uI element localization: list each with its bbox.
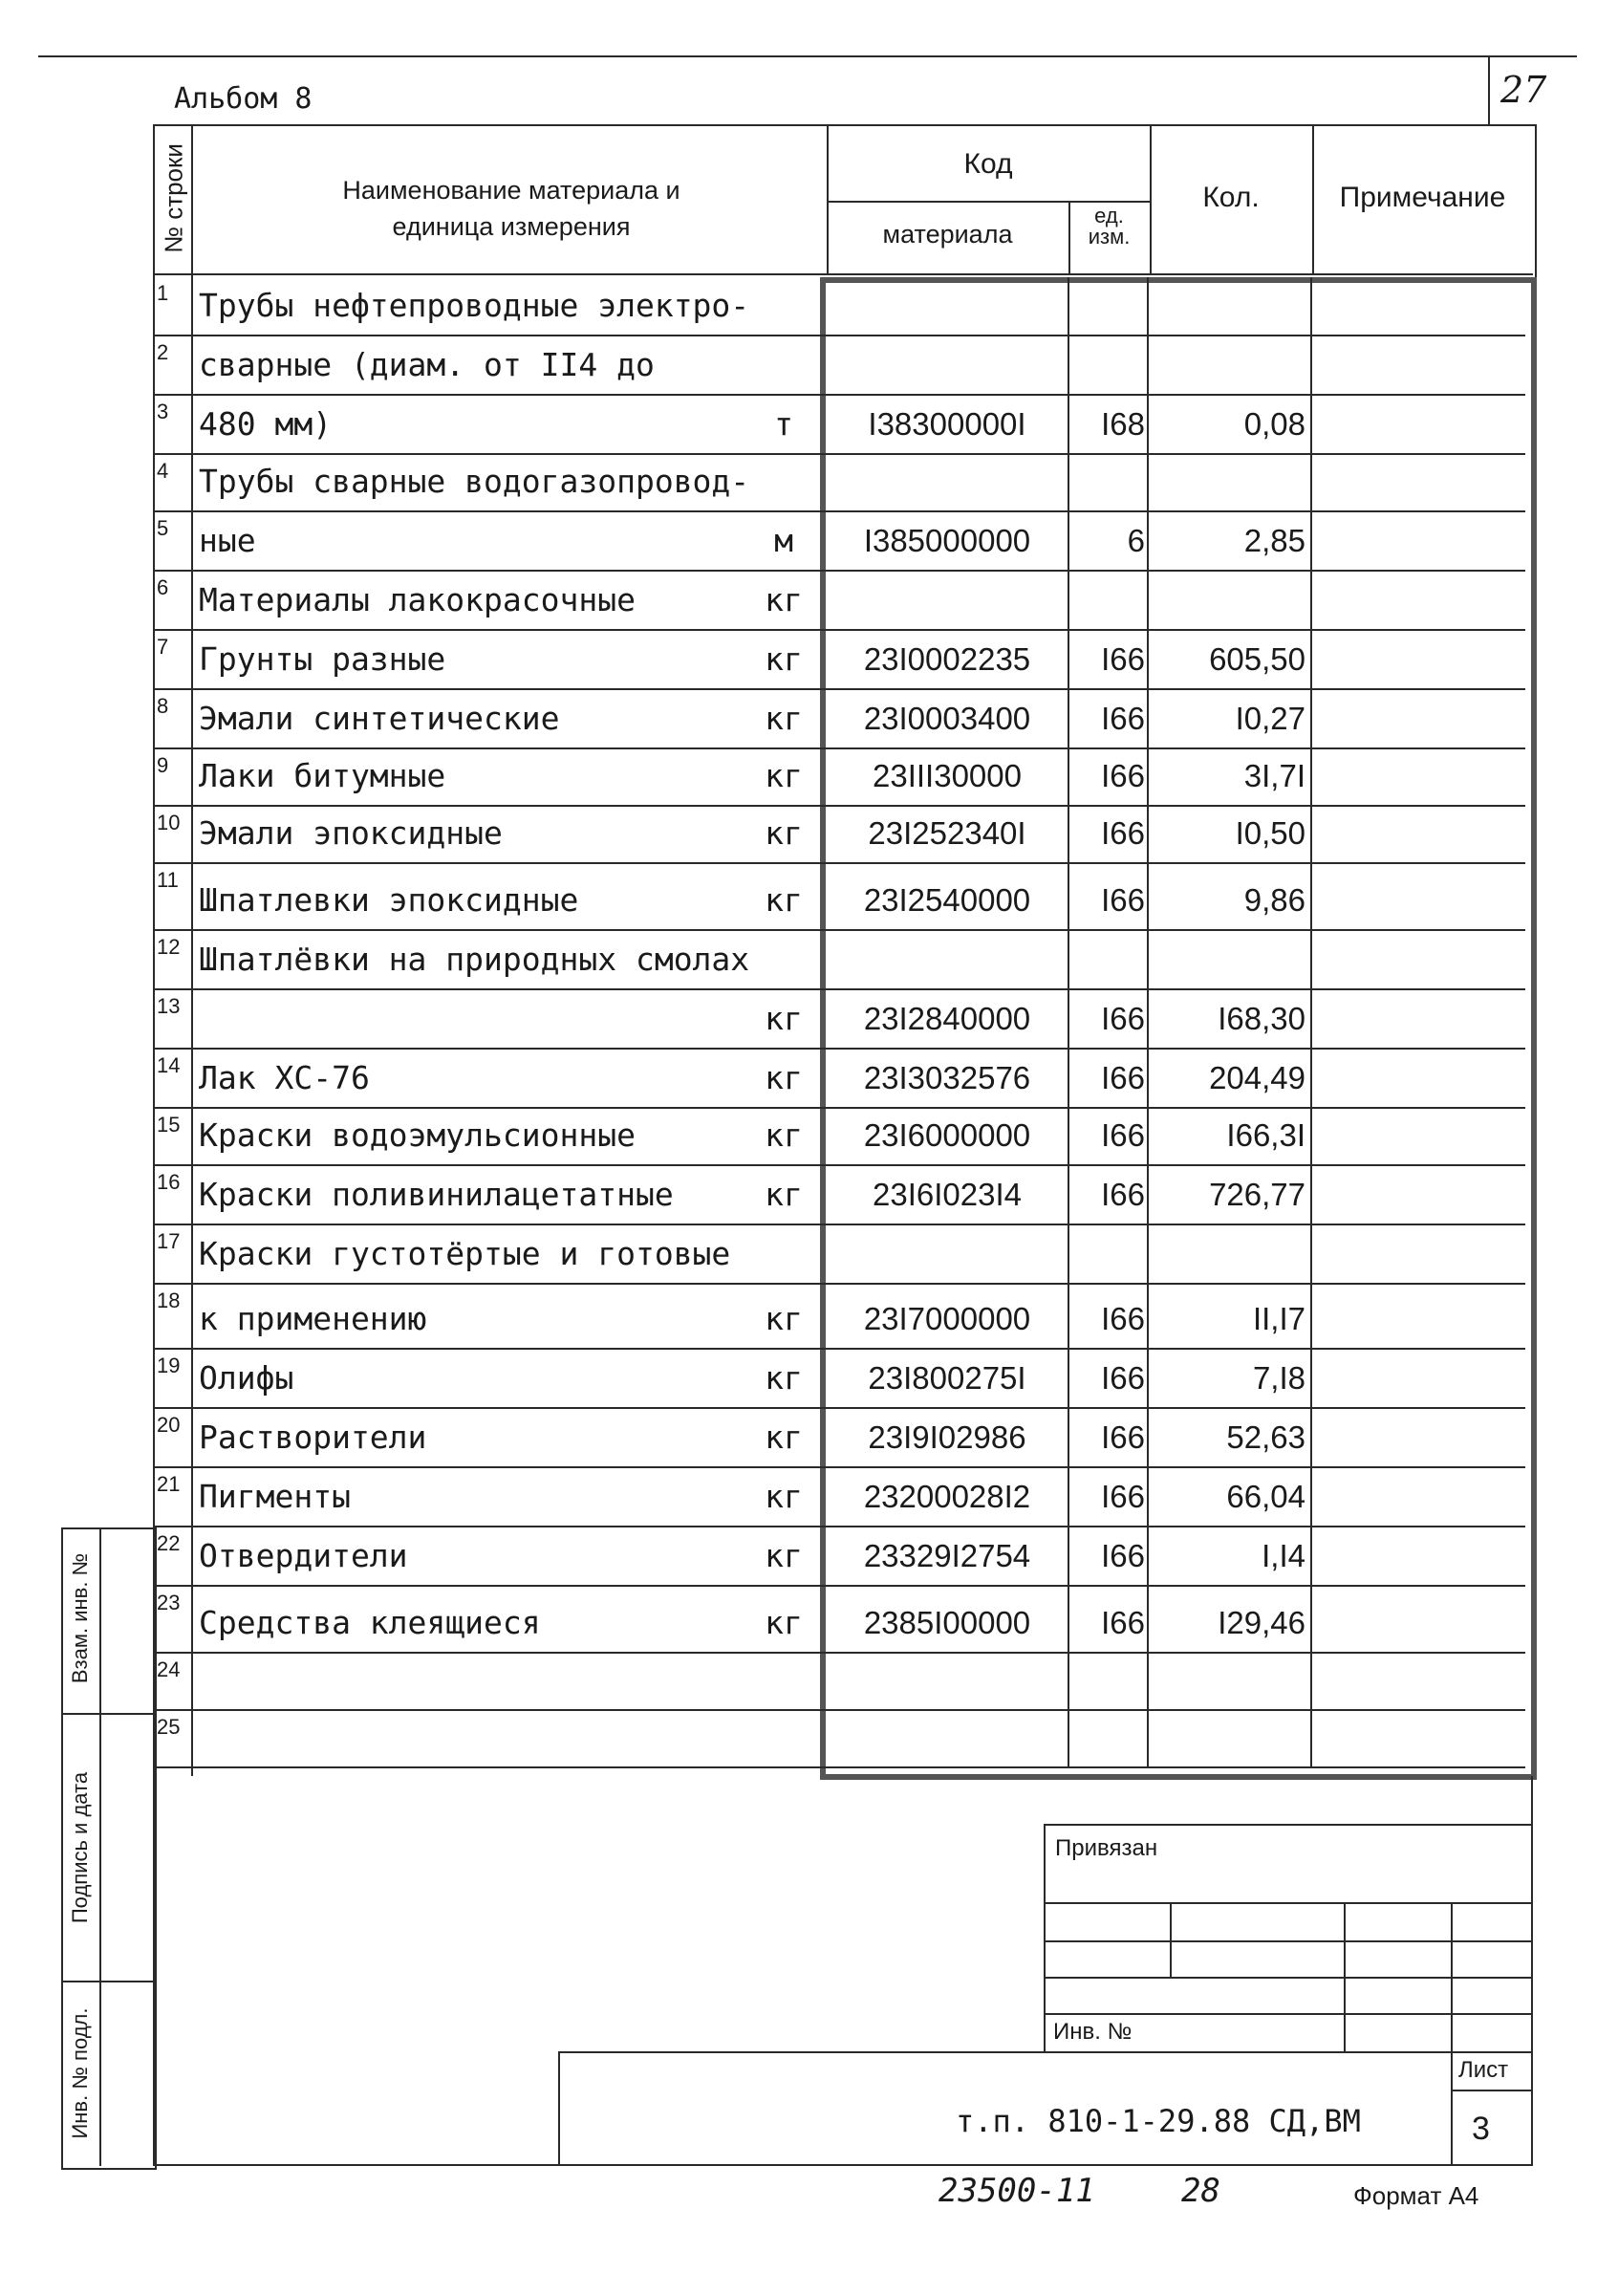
row-unit-code: [1070, 279, 1145, 333]
row-name: Олифы: [199, 1359, 294, 1397]
row-quantity: 3I,7I: [1243, 758, 1305, 793]
album-label: Альбом 8: [174, 82, 313, 116]
row-name: сварные (диам. от II4 до: [199, 346, 655, 383]
row-unit: кг: [765, 1116, 803, 1154]
row-unit: кг: [765, 1300, 803, 1337]
row-unit-code: I66: [1101, 641, 1145, 677]
row-number: 1: [157, 281, 169, 305]
row-unit-code: I66: [1101, 1001, 1145, 1036]
row-number: 17: [157, 1229, 181, 1253]
row-unit-code: I66: [1101, 1360, 1145, 1396]
row-unit: [755, 338, 812, 392]
row-quantity: 7,I8: [1252, 1360, 1305, 1396]
row-quantity: [1151, 338, 1305, 392]
row-material-code: 23I2840000: [863, 1001, 1031, 1036]
header-unit-code-line2: изм.: [1088, 225, 1131, 249]
row-unit: кг: [765, 640, 803, 678]
row-unit-code: [1070, 574, 1145, 627]
row-divider: [153, 929, 1525, 931]
row-unit: кг: [765, 757, 803, 794]
row-name: Шпатлевки эпоксидные: [199, 881, 579, 919]
row-unit: кг: [765, 700, 803, 737]
row-quantity: 52,63: [1226, 1419, 1305, 1455]
row-number: 15: [157, 1113, 181, 1137]
side-label-vzam: Взам. инв. №: [68, 1552, 92, 1684]
row-divider: [153, 629, 1525, 631]
header-name-line1: Наименование материала и: [342, 176, 680, 205]
row-unit: [755, 1654, 812, 1707]
header-name: [201, 172, 822, 245]
row-unit: кг: [765, 1176, 803, 1213]
row-unit: [755, 1711, 812, 1765]
row-unit-code: [1070, 1711, 1145, 1765]
row-material-code: 23I800275I: [868, 1360, 1026, 1396]
row-quantity: 9,86: [1243, 882, 1305, 918]
row-number: 10: [157, 811, 181, 834]
format-label: Формат А4: [1353, 2181, 1479, 2210]
row-unit-code: I66: [1101, 815, 1145, 851]
row-quantity: 605,50: [1209, 641, 1305, 677]
row-number: 11: [157, 868, 179, 892]
row-quantity: [1151, 279, 1305, 333]
row-number: 16: [157, 1170, 181, 1194]
row-name: Краски водоэмульсионные: [199, 1116, 636, 1154]
row-quantity: II,I7: [1252, 1301, 1305, 1336]
row-unit: кг: [765, 1000, 803, 1037]
row-material-code: 23I7000000: [863, 1301, 1031, 1336]
header-row-no: № строки: [159, 143, 188, 253]
row-name: Эмали эпоксидные: [199, 814, 503, 852]
row-divider: [153, 335, 1525, 336]
row-number: 19: [157, 1354, 181, 1377]
row-material-code: 23III30000: [873, 758, 1022, 793]
row-material-code: 2385I00000: [863, 1605, 1031, 1640]
row-unit: кг: [765, 1478, 803, 1515]
row-unit-code: [1070, 1227, 1145, 1281]
row-quantity: [1151, 574, 1305, 627]
row-unit-code: I66: [1101, 1117, 1145, 1153]
row-material-code: 23I0002235: [863, 641, 1031, 677]
row-unit: м: [774, 522, 793, 559]
row-divider: [153, 688, 1525, 690]
row-divider: [153, 570, 1525, 572]
row-material-code: 23I6000000: [863, 1117, 1031, 1153]
row-material-code: 23I6I023I4: [873, 1177, 1022, 1212]
row-unit-code: I66: [1101, 1301, 1145, 1336]
row-name: 480 мм): [199, 405, 333, 443]
row-divider: [153, 1348, 1525, 1350]
row-number: 23: [157, 1591, 181, 1614]
row-divider: [153, 1766, 1525, 1768]
row-name: Эмали синтетические: [199, 700, 560, 737]
row-unit: кг: [765, 1359, 803, 1397]
binding-label: Привязан: [1055, 1835, 1158, 1861]
row-unit-code: I66: [1101, 882, 1145, 918]
row-name: Средства клеящиеся: [199, 1604, 541, 1641]
row-unit: [755, 1227, 812, 1281]
row-number: 12: [157, 935, 181, 959]
row-quantity: I0,27: [1235, 701, 1305, 736]
row-number: 3: [157, 400, 169, 423]
row-divider: [153, 988, 1525, 990]
row-quantity: 0,08: [1243, 406, 1305, 442]
row-name: Отвердители: [199, 1537, 408, 1574]
row-material-code: 23329I2754: [863, 1538, 1031, 1573]
row-quantity: [1151, 1654, 1305, 1707]
row-quantity: [1151, 1711, 1305, 1765]
row-quantity: I68,30: [1218, 1001, 1305, 1036]
row-unit-code: [1070, 455, 1145, 509]
row-material-code: [830, 1654, 1065, 1707]
row-unit-code: [1070, 1654, 1145, 1707]
footer-number: 23500-11: [938, 2172, 1095, 2210]
row-material-code: [830, 455, 1065, 509]
page-number: 27: [1500, 69, 1547, 111]
row-unit: кг: [765, 1059, 803, 1096]
row-divider: [153, 1407, 1525, 1409]
row-divider: [153, 1048, 1525, 1050]
row-quantity: 66,04: [1226, 1479, 1305, 1514]
row-material-code: 23I252340I: [868, 815, 1026, 851]
row-material-code: I38300000I: [868, 406, 1026, 442]
row-quantity: [1151, 933, 1305, 986]
row-name: Растворители: [199, 1419, 427, 1456]
row-unit-code: I66: [1101, 1419, 1145, 1455]
row-material-code: 23200028I2: [863, 1479, 1031, 1514]
row-number: 22: [157, 1531, 181, 1555]
inv-no-label: Инв. №: [1053, 2019, 1133, 2045]
row-number: 13: [157, 994, 181, 1018]
row-quantity: I29,46: [1218, 1605, 1305, 1640]
row-name: Краски поливинилацетатные: [199, 1176, 674, 1213]
row-name: Грунты разные: [199, 640, 446, 678]
row-number: 5: [157, 516, 169, 540]
row-unit: т: [774, 405, 793, 443]
row-name: Трубы сварные водогазопровод-: [199, 463, 750, 500]
row-unit-code: 6: [1127, 523, 1145, 558]
header-name-line2: единица измерения: [392, 212, 631, 241]
side-label-podpis: Подпись и дата: [68, 1771, 92, 1924]
row-divider: [153, 862, 1525, 864]
row-material-code: 23I0003400: [863, 701, 1031, 736]
header-code: Код: [963, 148, 1013, 180]
row-unit: кг: [765, 881, 803, 919]
row-unit: [755, 279, 812, 333]
row-quantity: I66,3I: [1226, 1117, 1305, 1153]
row-unit: кг: [765, 1604, 803, 1641]
row-unit-code: I66: [1101, 1060, 1145, 1095]
side-label-inv: Инв. № подл.: [68, 2007, 92, 2139]
row-material-code: 23I2540000: [863, 882, 1031, 918]
row-divider: [153, 1283, 1525, 1285]
row-number: 25: [157, 1715, 181, 1739]
row-material-code: [830, 1227, 1065, 1281]
header-material: материала: [882, 220, 1013, 249]
row-divider: [153, 394, 1525, 396]
row-unit-code: I66: [1101, 1538, 1145, 1573]
row-unit-code: I68: [1101, 406, 1145, 442]
row-material-code: I385000000: [863, 523, 1031, 558]
row-name: Краски густотёртые и готовые: [199, 1235, 731, 1272]
row-name: ные: [199, 522, 256, 559]
row-name: Трубы нефтепроводные электро-: [199, 287, 750, 324]
row-divider: [153, 510, 1525, 512]
row-divider: [153, 1224, 1525, 1225]
row-number: 2: [157, 340, 169, 364]
row-quantity: 2,85: [1243, 523, 1305, 558]
document-code: т.п. 810-1-29.88 СД,ВМ: [956, 2103, 1361, 2139]
row-material-code: [830, 1711, 1065, 1765]
header-unit-code: [1068, 206, 1150, 248]
row-unit: кг: [765, 581, 803, 618]
row-name: Материалы лакокрасочные: [199, 581, 636, 618]
row-unit-code: I66: [1101, 1479, 1145, 1514]
row-name: Пигменты: [199, 1478, 351, 1515]
row-material-code: 23I9I02986: [868, 1419, 1026, 1455]
row-unit-code: I66: [1101, 1605, 1145, 1640]
row-number: 20: [157, 1413, 181, 1437]
header-qty: Кол.: [1202, 182, 1260, 213]
sheet-number: 3: [1472, 2111, 1490, 2147]
header-unit-code-line1: ед.: [1094, 204, 1124, 227]
row-number: 9: [157, 753, 169, 777]
row-number: 4: [157, 459, 169, 483]
row-material-code: 23I3032576: [863, 1060, 1031, 1095]
row-unit-code: I66: [1101, 1177, 1145, 1212]
row-quantity: 204,49: [1209, 1060, 1305, 1095]
row-divider: [153, 1164, 1525, 1166]
row-name: Лаки битумные: [199, 757, 446, 794]
row-quantity: I,I4: [1262, 1538, 1305, 1573]
row-material-code: [830, 933, 1065, 986]
row-unit: кг: [765, 1537, 803, 1574]
row-unit-code: I66: [1101, 758, 1145, 793]
row-number: 7: [157, 635, 169, 659]
footer-copy: 28: [1181, 2172, 1220, 2210]
row-material-code: [830, 279, 1065, 333]
row-divider: [153, 1526, 1525, 1527]
row-unit-code: [1070, 933, 1145, 986]
header-note: Примечание: [1339, 182, 1506, 213]
row-quantity: [1151, 455, 1305, 509]
row-number: 8: [157, 694, 169, 718]
row-number: 14: [157, 1053, 181, 1077]
row-material-code: [830, 574, 1065, 627]
row-name: Лак ХС-76: [199, 1059, 370, 1096]
row-unit-code: [1070, 338, 1145, 392]
row-number: 6: [157, 575, 169, 599]
row-unit: [755, 933, 812, 986]
row-quantity: 726,77: [1209, 1177, 1305, 1212]
row-material-code: [830, 338, 1065, 392]
row-number: 18: [157, 1289, 181, 1312]
row-unit: кг: [765, 1419, 803, 1456]
row-number: 24: [157, 1657, 181, 1681]
row-number: 21: [157, 1472, 181, 1496]
row-divider: [153, 1585, 1525, 1587]
row-quantity: I0,50: [1235, 815, 1305, 851]
row-unit: [755, 455, 812, 509]
row-divider: [153, 1466, 1525, 1468]
row-unit-code: I66: [1101, 701, 1145, 736]
row-quantity: [1151, 1227, 1305, 1281]
row-name: к применению: [199, 1300, 427, 1337]
row-unit: кг: [765, 814, 803, 852]
sheet-label: Лист: [1458, 2057, 1509, 2083]
row-name: Шпатлёвки на природных смолах: [199, 941, 750, 978]
